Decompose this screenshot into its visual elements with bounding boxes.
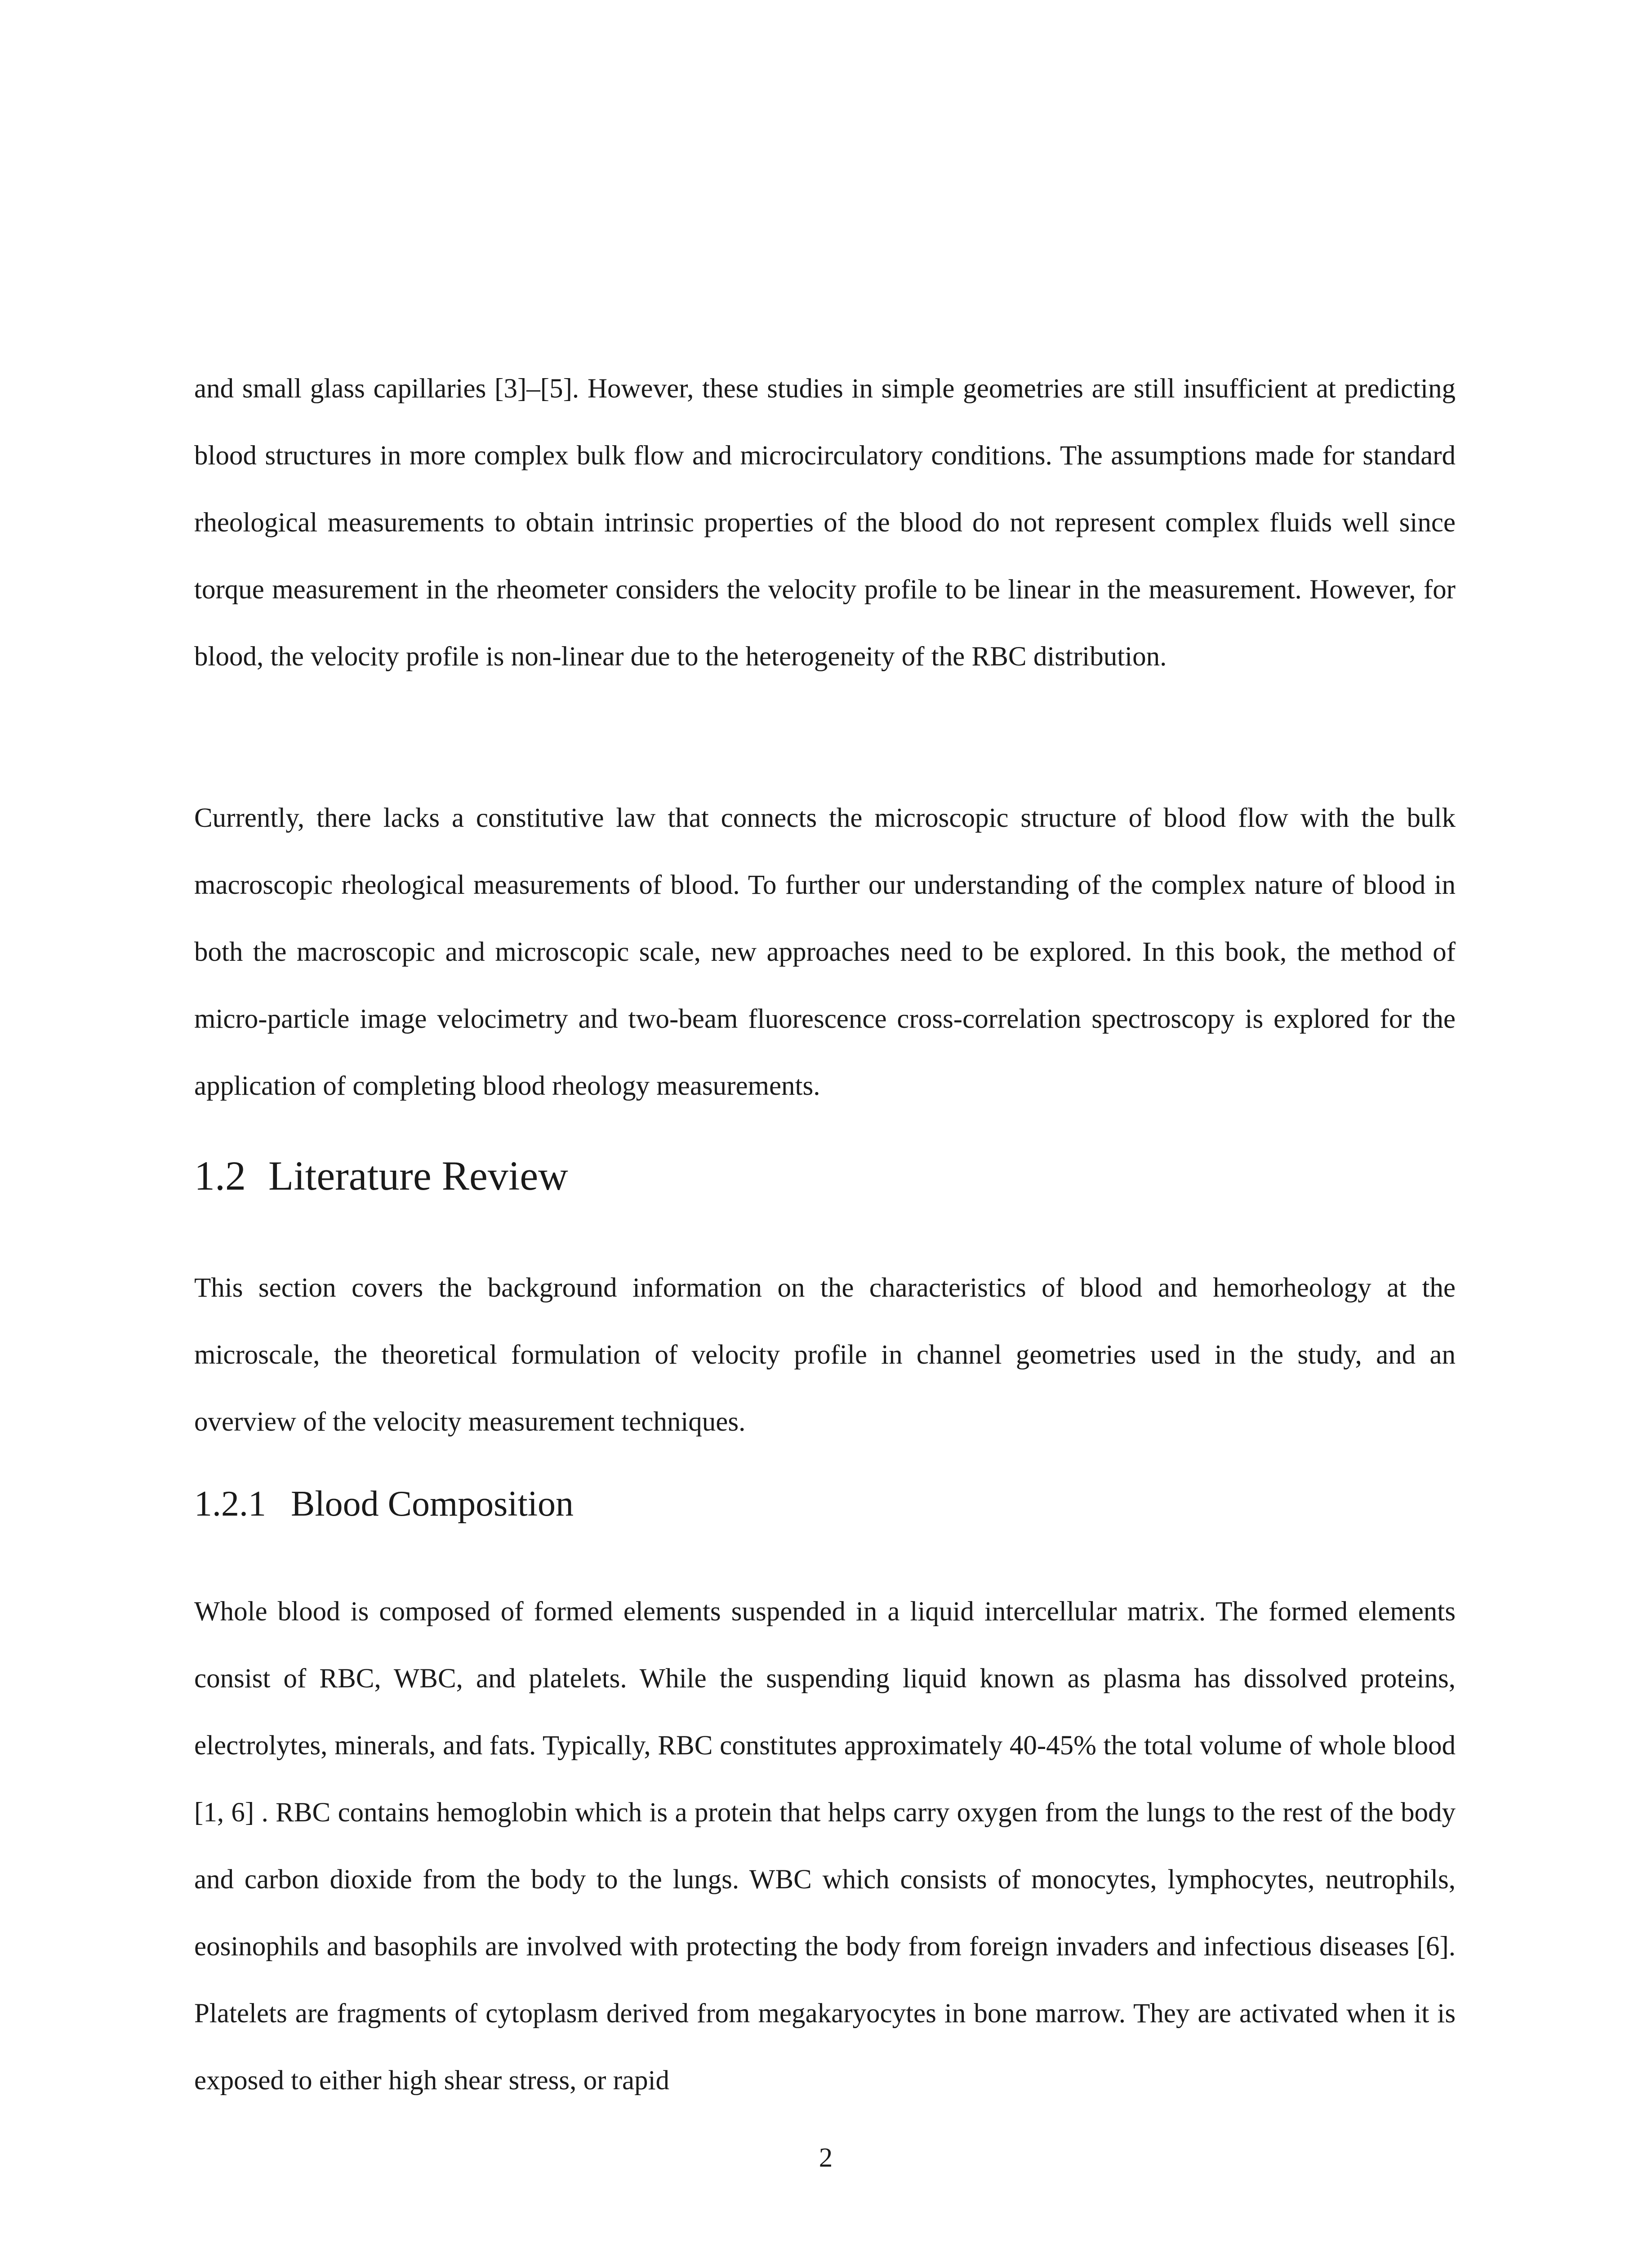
paragraph-current-state [194, 785, 1456, 1120]
paragraph-section-intro [194, 1254, 1456, 1455]
paragraph-blood-composition [194, 1578, 1456, 2114]
body-paragraph: This section covers the background information on the characteristics of blood and hemorheology at the microscale, the theoretical formulation of velocity profile in channel geometries used in the study, and an overview of the velocity measurement techniques. [194, 1273, 1456, 1437]
paragraph-continuation [194, 355, 1456, 690]
section-heading [194, 1149, 1456, 1203]
body-paragraph: and small glass capillaries [3]–[5]. However, these studies in simple geometries are still insufficient at predicting blood structures in more complex bulk flow and microcirculatory conditions. The assumptions made for standard rheological measurements to obtain intrinsic properties of the blood do not represent complex fluids well since torque measurement in the rheometer considers the velocity profile to be linear in the measurement. However, for blood, the velocity profile is non-linear due to the heterogeneity of the RBC distribution. [194, 374, 1456, 672]
subsection-number: 1.2.1 [194, 1484, 266, 1524]
subsection-title: Blood Composition [291, 1484, 574, 1524]
section-number: 1.2 [194, 1153, 246, 1199]
body-paragraph: Whole blood is composed of formed elements suspended in a liquid intercellular matrix. The formed elements consist of RBC, WBC, and platelets. While the suspending liquid known as plasma has dissolved proteins, electrolytes, minerals, and fats. Typically, RBC constitutes approximately 40-45% the total volume of whole blood [1, 6] . RBC contains hemoglobin which is a protein that helps carry oxygen from the lungs to the rest of the body and carbon dioxide from the body to the lungs. WBC which consists of monocytes, lymphocytes, neutrophils, eosinophils and basophils are involved with protecting the body from foreign invaders and infectious diseases [6]. Platelets are fragments of cytoplasm derived from megakaryocytes in bone marrow. They are activated when it is exposed to either high shear stress, or rapid [194, 1597, 1456, 2096]
subsection-heading [194, 1479, 1456, 1529]
section-title: Literature Review [268, 1153, 568, 1199]
page-number: 2 [819, 2143, 833, 2173]
body-paragraph: Currently, there lacks a constitutive law that connects the microscopic structure of blood flow with the bulk macroscopic rheological measurements of blood. To further our understanding of the complex nature of blood in both the macroscopic and microscopic scale, new approaches need to be explored. In this book, the method of micro-particle image velocimetry and two-beam fluorescence cross-correlation spectroscopy is explored for the application of completing blood rheology measurements. [194, 803, 1456, 1101]
